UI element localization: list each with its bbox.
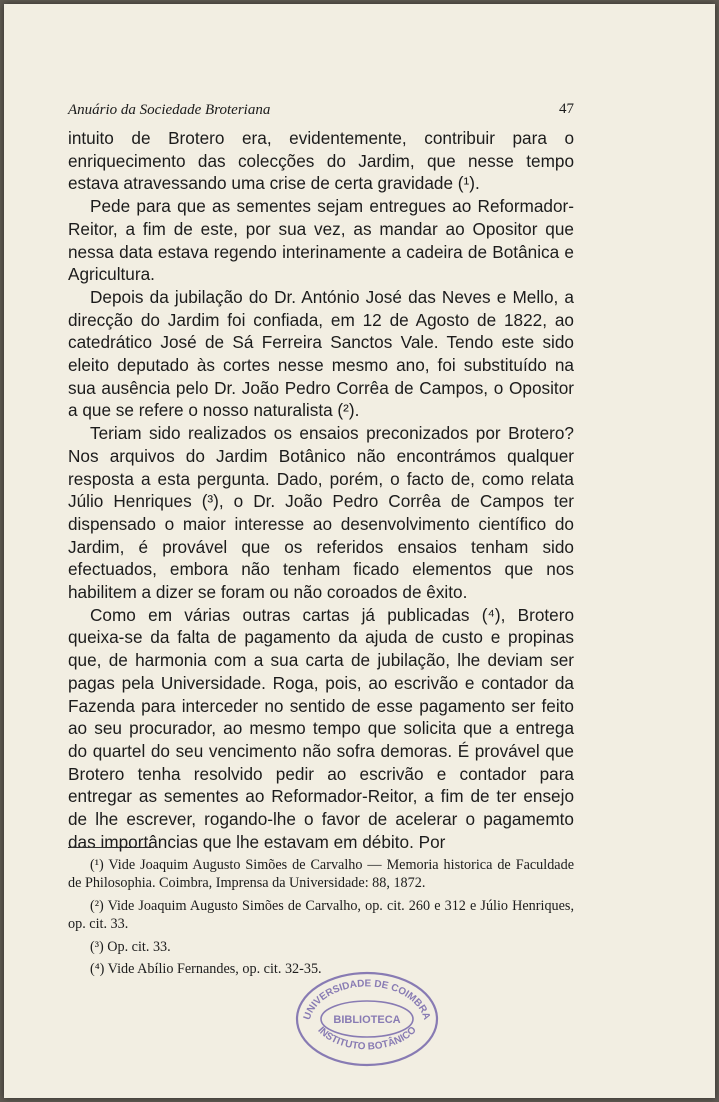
footnote-separator (68, 847, 154, 848)
footnote: (²) Vide Joaquim Augusto Simões de Carvalho, op. cit. 260 e 312 e Júlio Henriques, op. cit. 33. (68, 897, 574, 933)
footnote: (³) Op. cit. 33. (90, 938, 171, 955)
paragraph: Como em várias outras cartas já publicadas (⁴), Brotero queixa-se da falta de pagamento da ajuda de custo e propinas que, de harmonia com a sua carta de jubilação, lhe deviam ser pagas pela Universidade. Roga, pois, ao escrivão e contador da Fazenda para interceder no sentido de esse pagamento ser feito ao seu procurador, ao mesmo tempo que solicita que a entrega do quartel do seu vencimento não sofra demoras. É provável que Brotero tenha resolvido pedir ao escrivão e contador para entregar as sementes ao Reformador-Reitor, a fim de ter ensejo de lhe escrever, rogando-lhe o favor de acelerar o pagamemto das importâncias que lhe estavam em débito. Por (68, 604, 574, 852)
paragraph: Depois da jubilação do Dr. António José das Neves e Mello, a direcção do Jardim foi confiada, em 12 de Agosto de 1822, ao catedrático José de Sá Ferreira Sanctos Vale. Tendo este sido eleito deputado às cortes nesse mesmo ano, foi substituído na sua ausência pelo Dr. João Pedro Corrêa de Campos, o Opositor a que se refere o nosso naturalista (²). (68, 286, 574, 421)
running-header (68, 101, 574, 119)
paragraph: Pede para que as sementes sejam entregues ao Reformador-Reitor, a fim de este, por sua vez, as mandar ao Opositor que nessa data estava regendo interinamente a cadeira de Botânica e Agricultura. (68, 196, 574, 285)
library-stamp (292, 967, 442, 1067)
paragraph: Teriam sido realizados os ensaios preconizados por Brotero? Nos arquivos do Jardim Botânico não encontrámos qualquer resposta a esta pergunta. Dado, porém, o facto de, como relata Júlio Henriques (³), o Dr. João Pedro Corrêa de Campos ter dispensado o maior interesse ao desenvolvimento científico do Jardim, é provável que os referidos ensaios tenham sido efectuados, embora não tenham ficado elementos que nos habilitem a dizer se foram ou não coroados de êxito. (68, 423, 574, 603)
footnote: (¹) Vide Joaquim Augusto Simões de Carvalho — Memoria historica de Faculdade de Philosophia. Coimbra, Imprensa da Universidade: 88, 1872. (68, 857, 574, 892)
paragraph: intuito de Brotero era, evidentemente, contribuir para o enriquecimento das colecções do Jardim, que nesse tempo estava atravessando uma crise de certa gravidade (¹). (68, 128, 574, 194)
stamp-top-text: UNIVERSIDADE DE COIMBRA (301, 978, 433, 1022)
document-page (4, 4, 715, 1098)
stamp-bottom-text: INSTITUTO BOTÂNICO (315, 1024, 419, 1053)
footnotes (68, 856, 574, 982)
journal-title: Anuário da Sociedade Broteriana (68, 102, 271, 118)
footnote: (⁴) Vide Abílio Fernandes, op. cit. 32-35. (90, 961, 322, 978)
page-number: 47 (559, 101, 574, 117)
body-text (68, 127, 574, 854)
stamp-middle-text: BIBLIOTECA (333, 1014, 401, 1026)
